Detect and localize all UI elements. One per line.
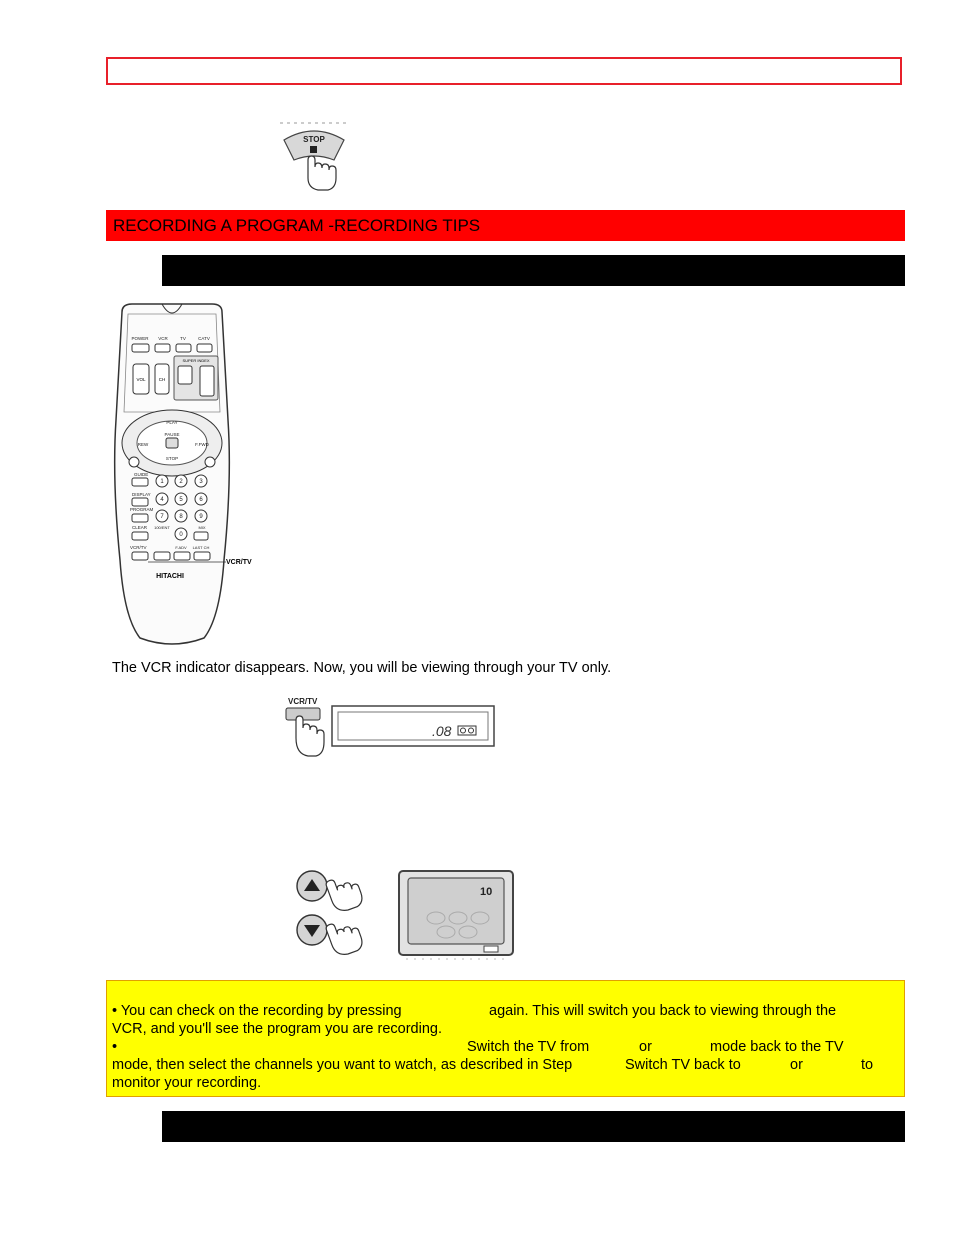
remote-num-4: 4 xyxy=(160,497,164,503)
note-line4d: to xyxy=(861,1057,874,1073)
remote-label-pause: PAUSE xyxy=(164,432,180,437)
remote-label-program: PROGRAM xyxy=(130,507,154,512)
remote-label-tv: TV xyxy=(180,336,186,341)
remote-label-clear: CLEAR xyxy=(132,525,148,530)
remote-num-7: 7 xyxy=(160,514,164,520)
remote-label-guide: GUIDE xyxy=(134,472,149,477)
section-title-bar xyxy=(106,210,905,241)
display-digits-icon: .08 xyxy=(432,723,452,739)
remote-num-2: 2 xyxy=(179,479,183,485)
note-line5: monitor your recording. xyxy=(112,1075,262,1091)
section-title: RECORDING A PROGRAM -RECORDING TIPS xyxy=(113,216,481,235)
note-line4c: or xyxy=(790,1057,803,1073)
remote-label-catv: CATV xyxy=(198,336,210,341)
remote-label-play: PLAY xyxy=(166,420,178,425)
remote-label-vcrtv-small: VCR/TV xyxy=(130,545,147,550)
vcrtv-display-illustration xyxy=(282,694,498,760)
next-step-header-bar xyxy=(162,1111,905,1142)
remote-label-vol: VOL xyxy=(136,377,146,382)
note-line3b: Switch the TV from xyxy=(467,1039,590,1055)
remote-label-super: SUPER INDEX xyxy=(182,358,210,363)
remote-label-ch: CH xyxy=(158,377,166,382)
vcrtv-label: VCR/TV xyxy=(288,697,318,706)
remote-label-lastch: LAST CH xyxy=(192,545,210,550)
note-line4b: Switch TV back to xyxy=(625,1057,741,1073)
remote-num-6: 6 xyxy=(199,497,203,503)
note-line1a: • You can check on the recording by pressing xyxy=(112,1003,402,1019)
vcr-indicator-text: The VCR indicator disappears. Now, you will be viewing through your TV only. xyxy=(112,660,612,676)
remote-label-power: POWER xyxy=(131,336,149,341)
remote-label-ffwd: F.FWD xyxy=(195,442,209,447)
note-box xyxy=(106,980,905,1097)
remote-label-100ent: 100/ENT xyxy=(154,525,170,530)
stop-label: STOP xyxy=(303,135,325,144)
note-line3a: • xyxy=(112,1039,118,1055)
note-line3c: or xyxy=(639,1039,652,1055)
remote-num-1: 1 xyxy=(160,479,164,485)
stop-button-illustration xyxy=(278,120,350,196)
remote-num-5: 5 xyxy=(179,497,183,503)
remote-label-fadv: F.ADV xyxy=(175,545,187,550)
tv-channel-number: 10 xyxy=(480,886,493,898)
remote-label-mix: MIX xyxy=(198,525,206,530)
note-line2: VCR, and you'll see the program you are recording. xyxy=(112,1021,442,1037)
header-box xyxy=(106,57,902,85)
note-line4a: mode, then select the channels you want to watch, as described in Step xyxy=(112,1057,573,1073)
remote-num-9: 9 xyxy=(199,514,203,520)
note-line3d: mode back to the TV xyxy=(710,1039,844,1055)
remote-label-display: DISPLAY xyxy=(132,492,151,497)
remote-num-3: 3 xyxy=(199,479,203,485)
remote-num-8: 8 xyxy=(179,514,183,520)
remote-label-stop: STOP xyxy=(165,456,179,461)
remote-callout-vcrtv: VCR/TV xyxy=(226,559,252,566)
channel-buttons-illustration xyxy=(290,868,374,964)
note-line1b: again. This will switch you back to viewing through the xyxy=(489,1003,837,1019)
tv-screen-illustration xyxy=(396,868,516,964)
remote-label-rew: REW xyxy=(137,442,149,447)
remote-num-0: 0 xyxy=(179,532,183,538)
remote-control-illustration xyxy=(108,300,268,645)
remote-label-vcr: VCR xyxy=(158,336,168,341)
remote-brand: HITACHI xyxy=(156,573,184,580)
step-header-bar xyxy=(162,255,905,286)
